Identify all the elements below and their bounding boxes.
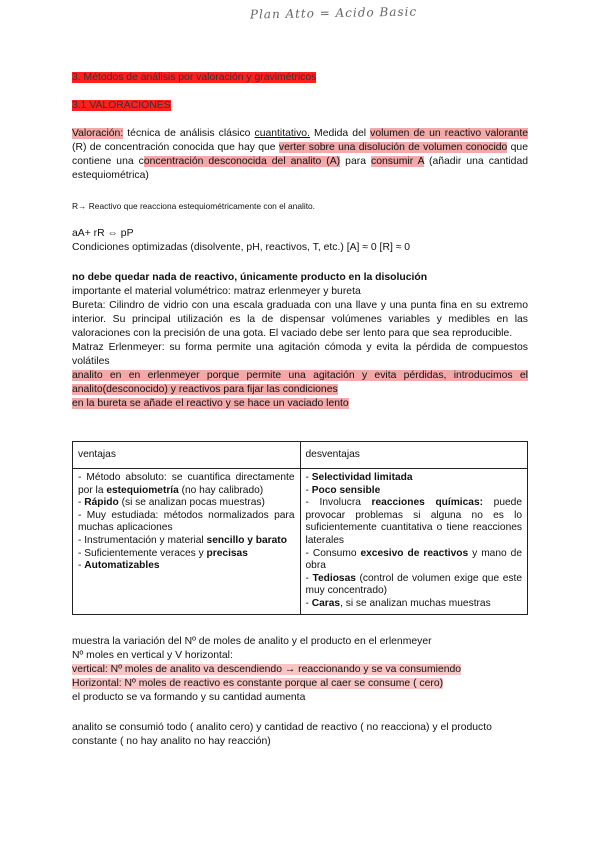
valoracion-part-6: (añadir una cantidad estequiométrica) <box>72 156 529 181</box>
desventaja-bold: Poco sensible <box>311 484 381 496</box>
ventajas-desventajas-table <box>72 441 528 615</box>
horizontal-line <box>72 677 528 691</box>
handwritten-header: Plan Atto = Acido Basic <box>249 4 418 22</box>
ventaja-bold: Automatizables <box>84 560 160 572</box>
desventaja-text: - Involucra <box>305 497 372 509</box>
ventaja-item <box>78 497 295 510</box>
valoracion-term: Valoración: <box>72 128 124 139</box>
ventaja-text: - <box>78 560 85 572</box>
valoracion-highlight-2: verter sobre una disolución de volumen conocido <box>278 142 508 153</box>
desventaja-bold: reacciones químicas: <box>371 497 483 509</box>
ventaja-text: (no hay calibrado) <box>178 484 264 496</box>
desventaja-text: puede provocar problemas si alguna no es lo suficientemente cuantitativa o tiene reacciones laterales <box>305 497 522 546</box>
valoracion-part-4: que contiene una c <box>72 142 528 167</box>
ventaja-item <box>78 510 295 535</box>
desventajas-header: desventajas <box>300 442 528 469</box>
ventaja-text: - Muy estudiada: métodos normalizados para muchas aplicaciones <box>78 509 295 534</box>
desventaja-text: - <box>305 484 312 496</box>
r-definition: R→ Reactivo que reacciona estequiométricamente con el analito. <box>72 201 316 211</box>
matraz-paragraph: Matraz Erlenmeyer: su forma permite una agitación cómoda y evita la pérdida de compuestos volátiles <box>72 342 528 367</box>
ventajas-header: ventajas <box>73 442 301 469</box>
conditions: Condiciones optimizadas (disolvente, pH, reactivos, T, etc.) [A] ≈ 0 [R] ≈ 0 <box>72 242 411 253</box>
valoracion-part-1: técnica de análisis clásico <box>123 128 255 139</box>
bureta-highlight: en la bureta se añade el reactivo y se hace un vaciado lento <box>72 398 349 409</box>
desventaja-item <box>306 485 523 498</box>
desventaja-bold: Caras <box>311 597 341 609</box>
ventaja-bold: estequiometría <box>106 484 179 496</box>
valoracion-part-2: Medida del <box>309 128 371 139</box>
valoracion-highlight-1: volumen de un reactivo valorante <box>370 128 528 139</box>
section-title-text: 3. Métodos de análisis por valoración y gravimétricos <box>72 72 317 83</box>
subsection-title <box>72 99 528 113</box>
producto-line: el producto se va formando y su cantidad aumenta <box>72 691 306 703</box>
desventaja-text: (control de volumen exige que este muy concentrado) <box>305 572 522 597</box>
ventaja-item <box>78 548 295 561</box>
desventaja-item <box>306 548 523 573</box>
vertical-line <box>72 663 528 677</box>
ventaja-text: (si se analizan pocas muestras) <box>118 497 265 509</box>
bold-note: no debe quedar nada de reactivo, únicamente producto en la disolución <box>72 272 428 283</box>
conclusion-line: analito se consumió todo ( analito cero) y cantidad de reactivo ( no reacciona) y el producto constante ( no hay analito no hay reacción) <box>72 721 492 747</box>
vertical-highlight: vertical: Nº moles de analito va descendiendo → reaccionando y se va consumiendo <box>72 663 462 675</box>
table-header-row <box>73 442 528 469</box>
horizontal-highlight: Horizontal: Nº moles de reactivo es constante porque al caer se consume ( cero) <box>72 677 444 689</box>
equation: aA+ rR ⇔ pP <box>72 228 134 239</box>
desventaja-text: - <box>305 572 313 584</box>
table-body-row <box>73 469 528 615</box>
desventaja-text: - <box>305 597 312 609</box>
document-content <box>72 71 528 749</box>
analito-highlight: analito en en erlenmeyer porque permite una agitación y evita pérdidas, introducimos el analito(desconocido) y reactivos para fijar las condiciones <box>72 370 528 395</box>
cuantitativo-word: cuantitativo. <box>254 128 310 139</box>
desventaja-bold: Tediosas <box>312 572 356 584</box>
subsection-title-text: 3.1 VALORACIONES <box>72 100 171 111</box>
desventaja-item <box>306 598 523 611</box>
valoracion-highlight-4: consumir A <box>371 156 424 167</box>
material-line: importante el material volumétrico: matraz erlenmeyer y bureta <box>72 286 361 297</box>
ventaja-bold: Rápido <box>84 497 119 509</box>
desventajas-cell <box>300 469 528 615</box>
desventaja-bold: Selectividad limitada <box>311 472 413 483</box>
ventaja-text: - <box>78 497 85 509</box>
desventaja-text: - <box>305 472 312 483</box>
section-title <box>72 71 528 85</box>
valoracion-part-3: (R) de concentración conocida que hay que <box>72 142 279 153</box>
desventaja-text: , si se analizan muchas muestras <box>340 597 491 609</box>
ventaja-text: - Instrumentación y material <box>78 534 207 546</box>
ventaja-text: - Suficientemente veraces y <box>78 547 207 559</box>
analito-highlight-paragraph <box>72 369 528 397</box>
valoracion-paragraph <box>72 127 528 183</box>
ventaja-text: - Método absoluto: se cuantifica directamente por la <box>78 472 295 496</box>
bureta-highlight-paragraph <box>72 397 528 411</box>
desventaja-bold: excesivo de reactivos <box>360 547 469 559</box>
ventaja-bold: precisas <box>206 547 248 559</box>
ventajas-cell <box>73 469 301 615</box>
ventaja-item <box>78 560 295 573</box>
desventaja-item <box>306 472 523 485</box>
valoracion-part-5: para <box>340 156 371 167</box>
desventaja-item <box>306 497 523 547</box>
ventaja-bold: sencillo y barato <box>206 534 287 546</box>
desventaja-item <box>306 573 523 598</box>
ventaja-item <box>78 472 295 497</box>
bureta-paragraph: Bureta: Cilindro de vidrio con una escala graduada con una llave y una punta fina en su extremo interior. Su principal utilización es la de dispensar volúmenes variables y medibles en las valoraciones con la precisión de una gota. El vaciado debe ser lento para que sea reproducible. <box>72 300 528 339</box>
variacion-line: muestra la variación del Nº de moles de analito y el producto en el erlenmeyer <box>72 635 432 647</box>
desventaja-text: - Consumo <box>305 547 361 559</box>
desventaja-text: y mano de obra <box>305 547 522 572</box>
ventaja-item <box>78 535 295 548</box>
axes-line: Nº moles en vertical y V horizontal: <box>72 649 233 661</box>
valoracion-highlight-3: oncentración desconocida del analito (A) <box>143 156 341 167</box>
